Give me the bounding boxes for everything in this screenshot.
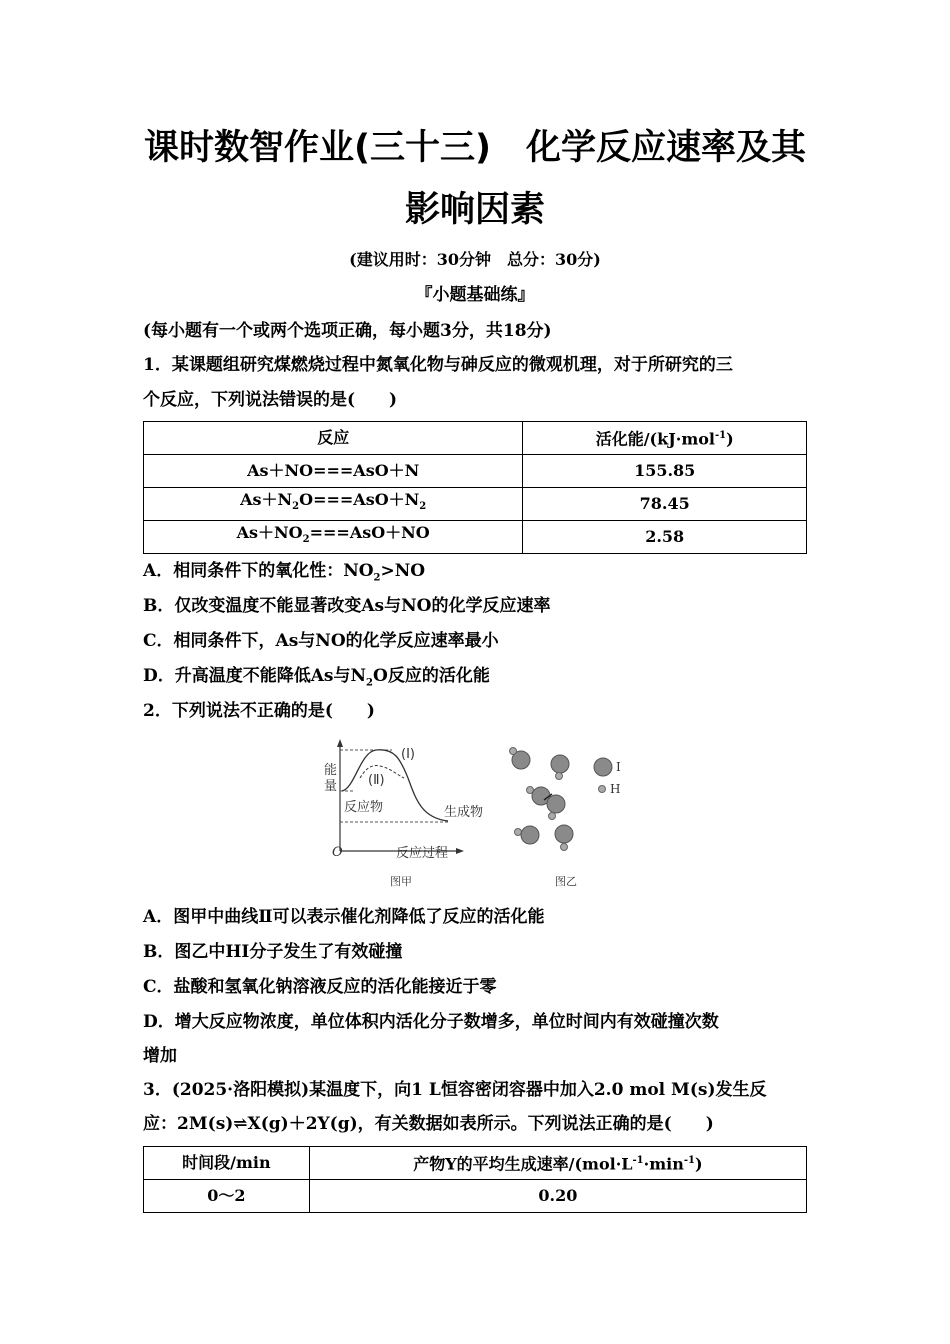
hydrogen-atom [549, 813, 556, 820]
q1-option-c: C．相同条件下，As与NO的化学反应速率最小 [143, 631, 499, 651]
x-axis-arrow-icon [456, 848, 464, 854]
x-axis-label: 反应过程 [396, 846, 449, 861]
q2-option-d-line2: 增加 [143, 1046, 177, 1066]
q1-option-a: A．相同条件下的氧化性：$NO_2>NO$ [143, 561, 426, 584]
time-cell: 0～2 [144, 1180, 310, 1213]
section-label: 『小题基础练』 [415, 285, 535, 305]
q1-table [143, 421, 807, 554]
reaction-cell: $As+N_2O===AsO+N_2$ [144, 488, 523, 521]
header-rate: 产物Y的平均生成速率$/(mol\cdot L^{-1}\cdot\min^{-1})$ [309, 1147, 806, 1180]
caption-a: 图甲 [390, 875, 412, 888]
table-row [144, 1180, 807, 1213]
table-row [144, 455, 807, 488]
hydrogen-atom [515, 829, 522, 836]
time-and-score: (建议用时：30分钟 总分：30分) [349, 250, 601, 269]
table-row [144, 422, 807, 455]
hydrogen-atom [510, 748, 517, 755]
product-label: 生成物 [444, 805, 484, 820]
q1-stem-line1: 1．某课题组研究煤燃烧过程中氮氧化物与砷反应的微观机理，对于所研究的三 [143, 355, 733, 375]
page-title-line2: 影响因素 [404, 190, 545, 230]
ea-cell: 155.85 [523, 455, 807, 488]
reactant-label: 反应物 [344, 800, 384, 815]
rate-cell: 0.20 [309, 1180, 806, 1213]
table-row [144, 1147, 807, 1180]
curve-i-label: (Ⅰ) [401, 747, 415, 762]
legend-i-label: I [616, 760, 621, 774]
hydrogen-atom [556, 773, 563, 780]
iodine-atom [551, 755, 569, 773]
q1-option-d: D．升高温度不能降低As与$N_2O$反应的活化能 [143, 666, 490, 689]
y-axis-label: 能量 [324, 763, 338, 794]
ea-cell: 78.45 [523, 488, 807, 521]
iodine-atom [521, 826, 539, 844]
q1-option-b: B．仅改变温度不能显著改变As与NO的化学反应速率 [143, 596, 551, 616]
legend-h-label: H [610, 782, 621, 796]
curve-ii-label: (Ⅱ) [368, 773, 385, 788]
reaction-cell: $As+NO_2===AsO+NO$ [144, 521, 523, 554]
instructions: (每小题有一个或两个选项正确，每小题3分，共18分) [143, 321, 552, 341]
q2-option-a: A．图甲中曲线Ⅱ可以表示催化剂降低了反应的活化能 [143, 907, 545, 927]
q2-option-c: C．盐酸和氢氧化钠溶液反应的活化能接近于零 [143, 977, 497, 997]
y-axis-arrow-icon [337, 739, 343, 747]
iodine-atom [547, 795, 565, 813]
page-title-line1: 课时数智作业(三十三) 化学反应速率及其 [144, 128, 806, 168]
iodine-atom [555, 825, 573, 843]
q2-figure [300, 738, 640, 898]
q2-option-d-line1: D．增大反应物浓度，单位体积内活化分子数增多，单位时间内有效碰撞次数 [143, 1012, 719, 1032]
caption-b: 图乙 [555, 875, 577, 888]
hydrogen-atom [561, 844, 568, 851]
q1-stem-line2: 个反应，下列说法错误的是( ) [143, 390, 398, 410]
table-row [144, 521, 807, 554]
origin-label: O [332, 845, 343, 860]
q3-table [143, 1146, 807, 1213]
header-time: 时间段/min [144, 1147, 310, 1180]
legend-iodine-icon [594, 758, 612, 776]
legend-hydrogen-icon [599, 786, 606, 793]
q2-option-b: B．图乙中HI分子发生了有效碰撞 [143, 942, 403, 962]
header-reaction: 反应 [144, 422, 523, 455]
q3-stem-line2: 应：2M(s)⇌X(g)＋2Y(g)，有关数据如表所示。下列说法正确的是( ) [143, 1114, 714, 1134]
ea-cell: 2.58 [523, 521, 807, 554]
header-activation-energy: 活化能/(kJ·mol$^{-1}$) [523, 422, 807, 455]
molecule-diagram [510, 748, 622, 889]
q3-stem-line1: 3．(2025·洛阳模拟)某温度下，向1 L恒容密闭容器中加入2.0 mol M(s)发生反 [143, 1080, 767, 1100]
energy-diagram [324, 739, 483, 888]
q2-stem: 2．下列说法不正确的是( ) [143, 701, 375, 721]
table-row [144, 488, 807, 521]
reaction-cell: As＋NO===AsO＋N [144, 455, 523, 488]
